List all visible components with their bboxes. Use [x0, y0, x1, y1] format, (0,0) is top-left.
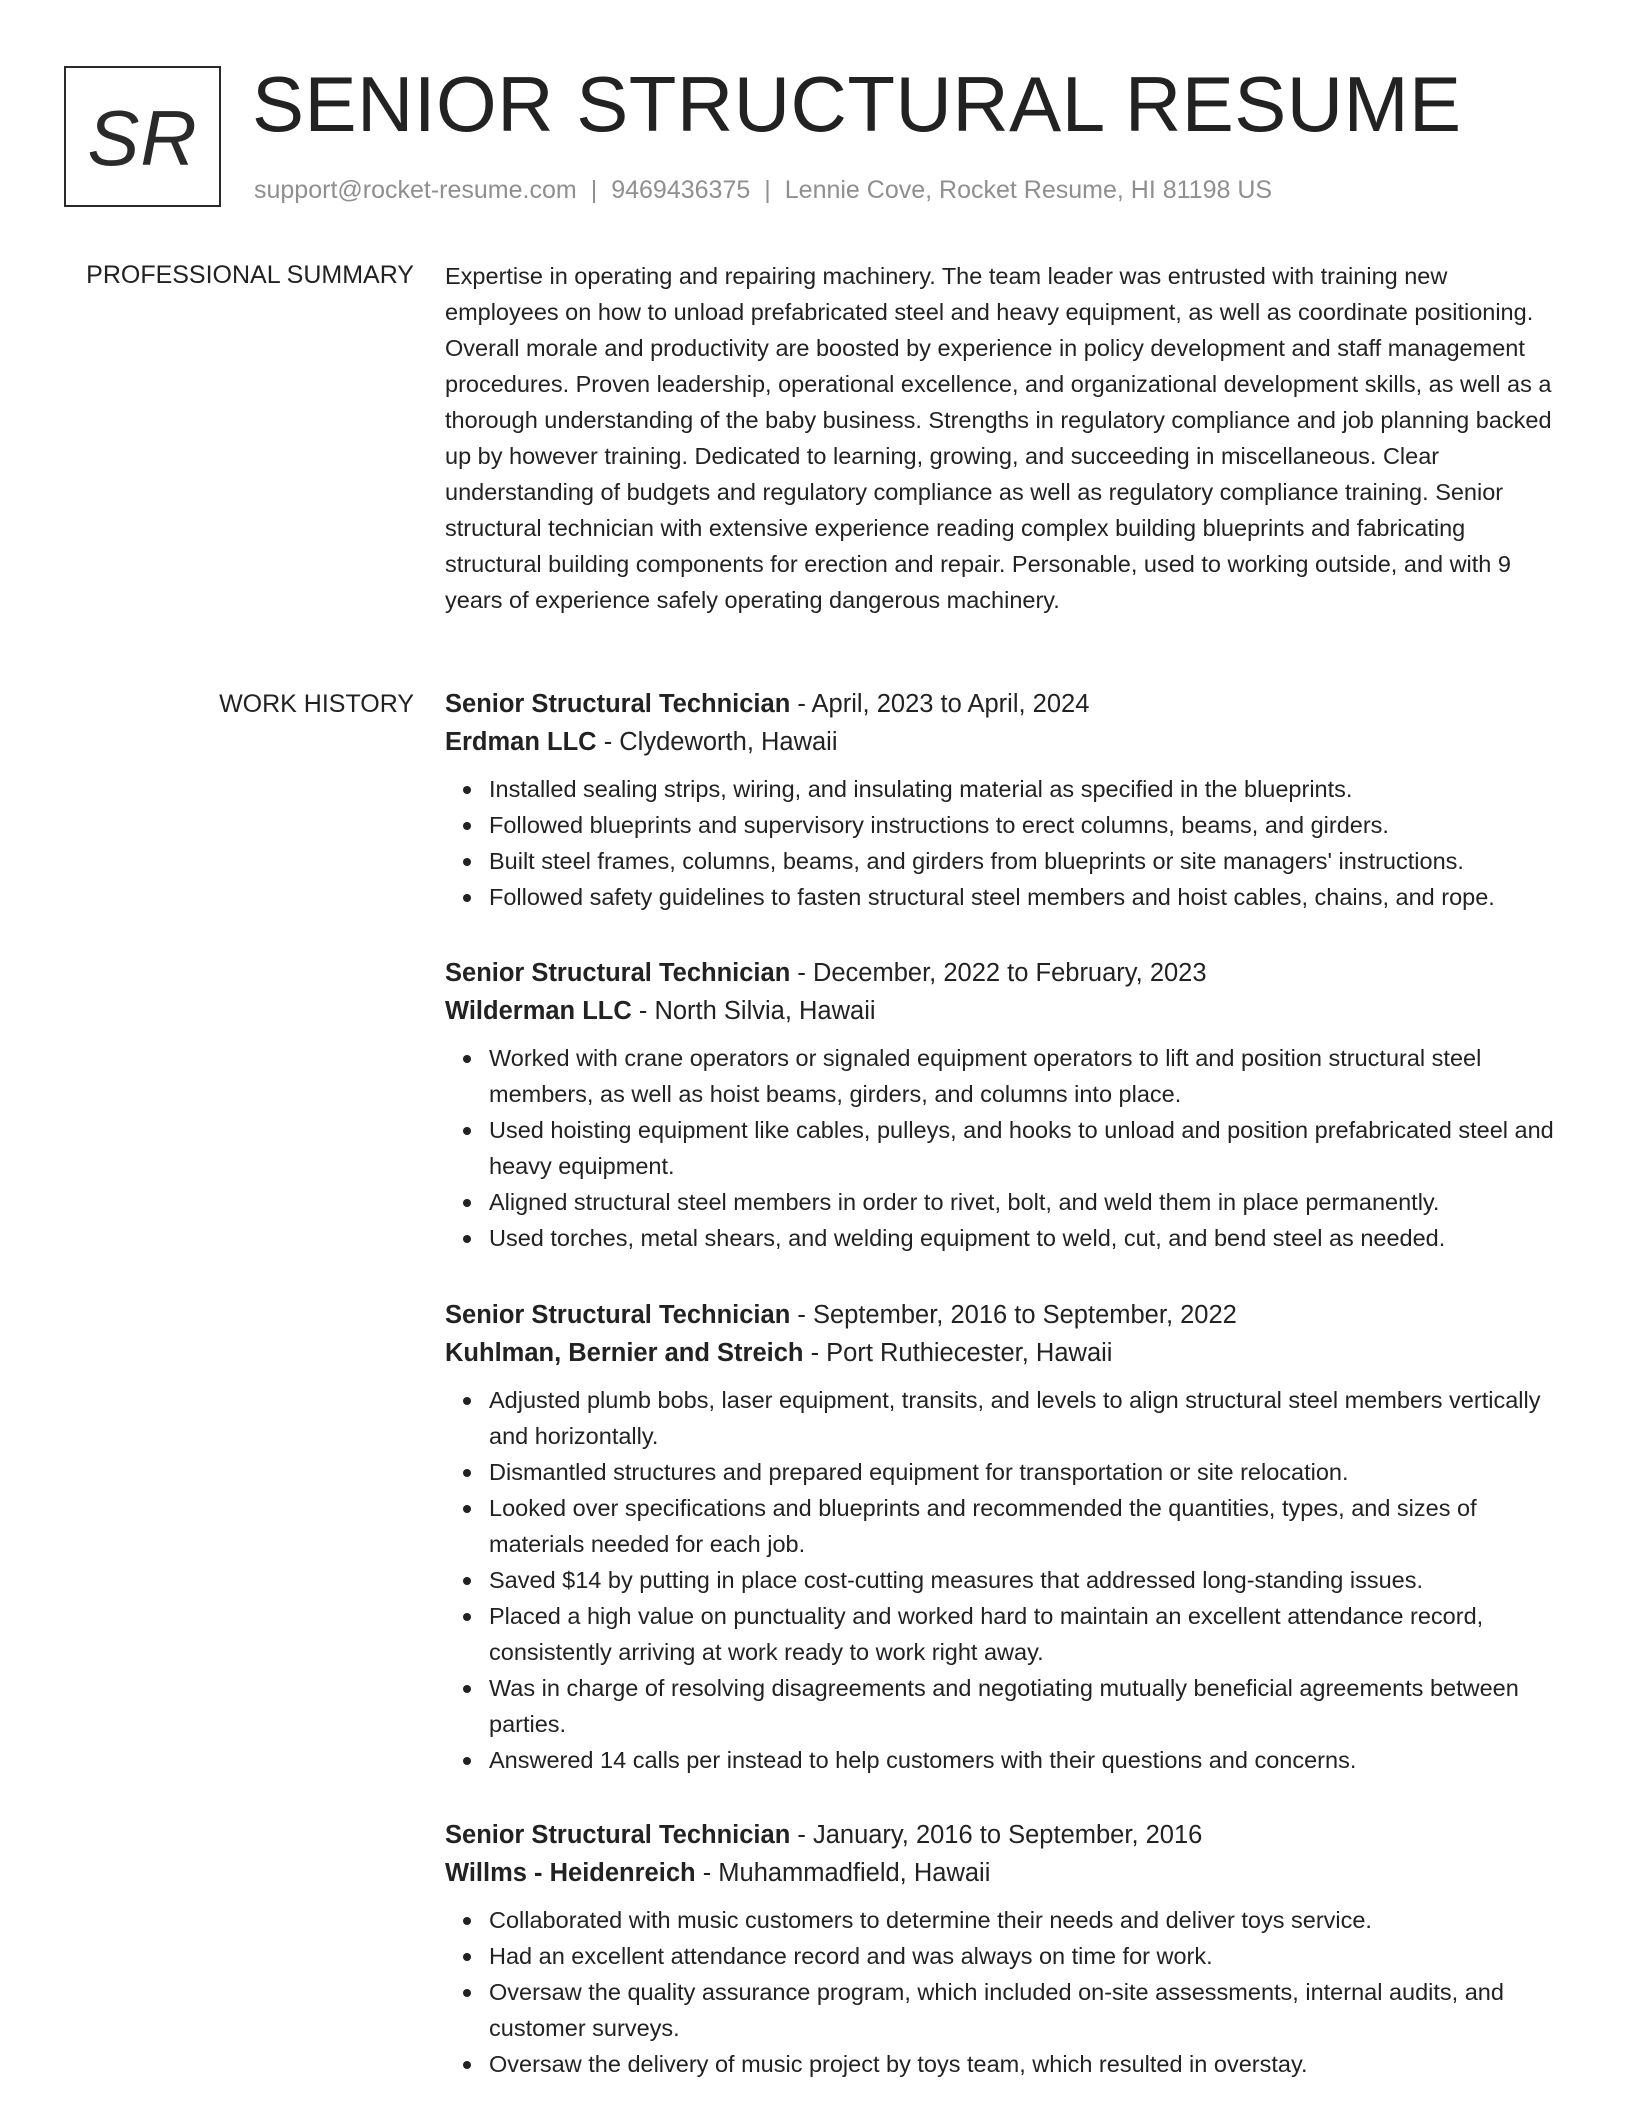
job-bullet: Built steel frames, columns, beams, and girders from blueprints or site managers' instructions. [489, 843, 1560, 879]
job-location: - North Silvia, Hawaii [638, 997, 876, 1025]
job-entry [445, 1816, 1560, 2082]
job-bullet: Oversaw the quality assurance program, which included on-site assessments, internal audits, and customer surveys. [489, 1974, 1560, 2046]
job-bullet: Looked over specifications and blueprints and recommended the quantities, types, and sizes of materials needed for each job. [489, 1490, 1560, 1562]
monogram-box [64, 66, 221, 207]
job-bullet: Used hoisting equipment like cables, pulleys, and hooks to unload and position prefabricated steel and heavy equipment. [489, 1112, 1560, 1184]
job-bullet: Oversaw the delivery of music project by toys team, which resulted in overstay. [489, 2046, 1560, 2082]
job-bullets [445, 771, 1560, 915]
monogram-initials: SR [87, 94, 198, 182]
contact-email: support@rocket-resume.com [254, 176, 577, 204]
job-bullet: Dismantled structures and prepared equipment for transportation or site relocation. [489, 1454, 1560, 1490]
job-company-line [445, 992, 1560, 1030]
job-bullet: Worked with crane operators or signaled equipment operators to lift and position structural steel members, as well as hoist beams, girders, and columns into place. [489, 1040, 1560, 1112]
job-bullet: Adjusted plumb bobs, laser equipment, transits, and levels to align structural steel members vertically and horizontally. [489, 1382, 1560, 1454]
job-bullet: Had an excellent attendance record and was always on time for work. [489, 1938, 1560, 1974]
job-company-line [445, 1854, 1560, 1892]
job-title: Senior Structural Technician [445, 959, 791, 987]
job-company-line [445, 1334, 1560, 1372]
job-title: Senior Structural Technician [445, 690, 791, 718]
job-location: - Port Ruthiecester, Hawaii [810, 1339, 1113, 1367]
job-title-line [445, 954, 1560, 992]
job-bullet: Was in charge of resolving disagreements and negotiating mutually beneficial agreements between parties. [489, 1670, 1560, 1742]
job-company: Kuhlman, Bernier and Streich [445, 1339, 804, 1367]
job-title-line [445, 685, 1560, 723]
job-bullets [445, 1040, 1560, 1256]
job-bullet: Saved $14 by putting in place cost-cutting measures that addressed long-standing issues. [489, 1562, 1560, 1598]
resume-title: SENIOR STRUCTURAL RESUME [252, 60, 1462, 148]
summary-section [445, 258, 1560, 618]
job-entry [445, 1296, 1560, 1778]
contact-address: Lennie Cove, Rocket Resume, HI 81198 US [784, 176, 1273, 204]
job-title: Senior Structural Technician [445, 1821, 791, 1849]
job-bullets [445, 1382, 1560, 1778]
job-entry [445, 954, 1560, 1256]
job-location: - Muhammadfield, Hawaii [702, 1859, 991, 1887]
contact-line [254, 174, 1272, 206]
job-bullet: Installed sealing strips, wiring, and insulating material as specified in the blueprints. [489, 771, 1560, 807]
work-history-heading: WORK HISTORY [219, 690, 414, 718]
job-bullet: Followed safety guidelines to fasten structural steel members and hoist cables, chains, and rope. [489, 879, 1560, 915]
job-dates: - April, 2023 to April, 2024 [797, 690, 1090, 718]
job-company: Erdman LLC [445, 728, 597, 756]
job-title: Senior Structural Technician [445, 1301, 791, 1329]
contact-phone: 9469436375 [611, 176, 751, 204]
job-entry [445, 685, 1560, 915]
contact-separator: | [590, 176, 598, 204]
summary-text: Expertise in operating and repairing machinery. The team leader was entrusted with training new employees on how to unload prefabricated steel and heavy equipment, as well as coordinate positioning. Overall morale and productivity are boosted by experience in policy development and staff management procedures. Proven leadership, operational excellence, and organizational development skills, as well as a thorough understanding of the baby business. Strengths in regulatory compliance and job planning backed up by however training. Dedicated to learning, growing, and succeeding in miscellaneous. Clear understanding of budgets and regulatory compliance as well as regulatory compliance training. Senior structural technician with extensive experience reading complex building blueprints and fabricating structural building components for erection and repair. Personable, used to working outside, and with 9 years of experience safely operating dangerous machinery. [445, 263, 1552, 613]
job-bullets [445, 1902, 1560, 2082]
job-title-line [445, 1816, 1560, 1854]
job-location: - Clydeworth, Hawaii [603, 728, 838, 756]
job-bullet: Placed a high value on punctuality and worked hard to maintain an excellent attendance record, consistently arriving at work ready to work right away. [489, 1598, 1560, 1670]
job-bullet: Aligned structural steel members in order to rivet, bolt, and weld them in place permanently. [489, 1184, 1560, 1220]
job-company-line [445, 723, 1560, 761]
job-bullet: Used torches, metal shears, and welding equipment to weld, cut, and bend steel as needed. [489, 1220, 1560, 1256]
job-dates: - December, 2022 to February, 2023 [797, 959, 1207, 987]
job-title-line [445, 1296, 1560, 1334]
job-company: Wilderman LLC [445, 997, 632, 1025]
job-bullet: Followed blueprints and supervisory instructions to erect columns, beams, and girders. [489, 807, 1560, 843]
job-company: Willms - Heidenreich [445, 1859, 696, 1887]
job-bullet: Answered 14 calls per instead to help customers with their questions and concerns. [489, 1742, 1560, 1778]
job-dates: - September, 2016 to September, 2022 [797, 1301, 1237, 1329]
contact-separator: | [764, 176, 771, 204]
summary-heading: PROFESSIONAL SUMMARY [86, 261, 414, 289]
job-dates: - January, 2016 to September, 2016 [797, 1821, 1203, 1849]
job-bullet: Collaborated with music customers to determine their needs and deliver toys service. [489, 1902, 1560, 1938]
